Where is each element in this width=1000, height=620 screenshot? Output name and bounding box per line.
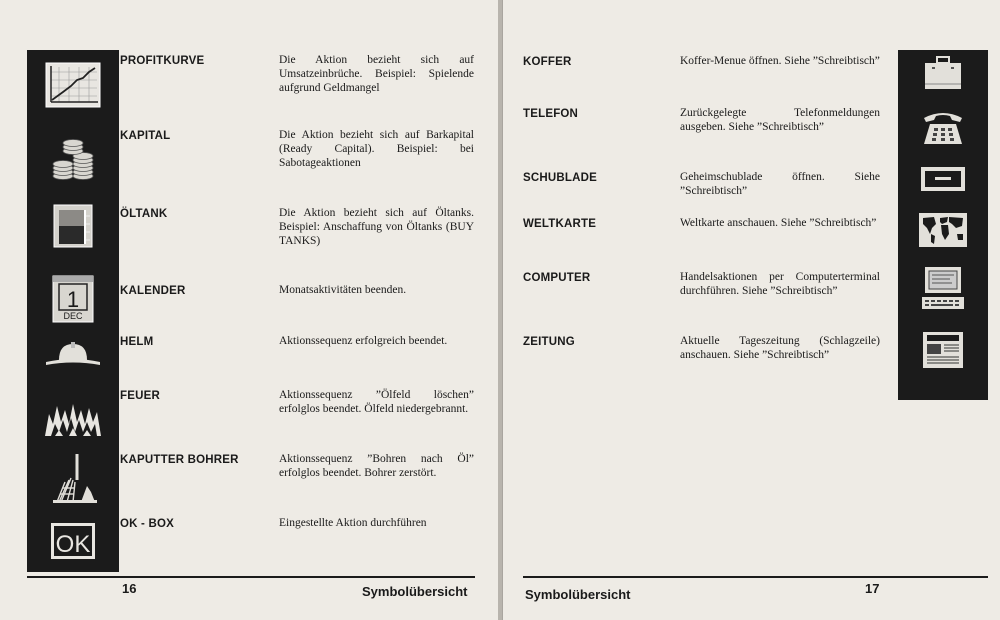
computer-icon: [920, 265, 966, 313]
broken-drill-icon: [43, 452, 103, 504]
newspaper-icon: [921, 330, 965, 370]
term-feuer: FEUER: [120, 390, 160, 402]
desc-feuer: Aktionssequenz ”Ölfeld löschen” erfolglos beendet. Ölfeld niedergebrannt.: [279, 389, 474, 415]
telephone-icon: [920, 108, 966, 148]
left-page: [0, 0, 499, 620]
term-oeltank: ÖLTANK: [120, 208, 168, 220]
desc-koffer: Koffer-Menue öffnen. Siehe ”Schreibtisch”: [680, 55, 880, 67]
term-telefon: TELEFON: [523, 108, 579, 120]
desc-zeitung: Aktuelle Tageszeitung (Schlagzeile) anschauen. Siehe ”Schreibtisch”: [680, 335, 880, 361]
desc-schublade: Geheimschublade öffnen. Siehe ”Schreibtisch”: [680, 171, 880, 197]
calendar-month-text: DEC: [63, 311, 83, 321]
right-page: [502, 0, 1000, 620]
icon-sidebar-right: [898, 50, 988, 400]
footer-rule-right: [523, 576, 988, 578]
ok-box-text: OK: [55, 531, 91, 558]
term-weltkarte: WELTKARTE: [523, 218, 597, 230]
term-profitkurve: PROFITKURVE: [120, 55, 205, 67]
desc-ok-box: Eingestellte Aktion durchführen: [279, 517, 427, 529]
desc-profitkurve: Die Aktion bezieht sich auf Umsatzeinbrüche. Beispiel: Spielende aufgrund Geldmangel: [279, 54, 474, 94]
term-computer: COMPUTER: [523, 272, 591, 284]
desc-weltkarte: Weltkarte anschauen. Siehe ”Schreibtisch”: [680, 217, 877, 229]
icon-sidebar-left: [27, 50, 119, 572]
term-schublade: SCHUBLADE: [523, 172, 597, 184]
fire-icon: [43, 400, 103, 438]
desc-kaputter-bohrer: Aktionssequenz ”Bohren nach Öl” erfolglos beendet. Bohrer zerstört.: [279, 453, 474, 479]
calendar-day-text: 1: [66, 287, 80, 312]
coin-stacks-icon: [48, 138, 98, 182]
helmet-icon: [43, 340, 103, 368]
profit-curve-icon: [45, 62, 101, 108]
briefcase-icon: [922, 54, 964, 92]
page-number-right: 17: [865, 581, 880, 596]
term-kapital: KAPITAL: [120, 130, 171, 142]
desc-telefon: Zurückgelegte Telefonmeldungen ausgeben. Siehe ”Schreibtisch”: [680, 107, 880, 133]
desc-helm: Aktionssequenz erfolgreich beendet.: [279, 335, 448, 347]
ok-box-icon: [50, 522, 96, 560]
term-ok-box: OK - BOX: [120, 518, 174, 530]
world-map-icon: [918, 212, 968, 248]
term-koffer: KOFFER: [523, 56, 572, 68]
term-zeitung: ZEITUNG: [523, 336, 575, 348]
term-kaputter-bohrer: KAPUTTER BOHRER: [120, 454, 239, 466]
desc-computer: Handelsaktionen per Computerterminal durchführen. Siehe ”Schreibtisch”: [680, 271, 880, 297]
desc-kalender: Monatsaktivitäten beenden.: [279, 284, 407, 296]
calendar-icon: [51, 274, 95, 324]
oil-tank-icon: [51, 202, 95, 250]
footer-rule-left: [27, 576, 475, 578]
desc-oeltank: Die Aktion bezieht sich auf Öltanks. Beispiel: Anschaffung von Öltanks (BUY TANKS): [279, 207, 474, 247]
page-footer-title-right: Symbolübersicht: [525, 587, 631, 602]
desc-kapital: Die Aktion bezieht sich auf Barkapital (Ready Capital). Beispiel: bei Sabotageaktionen: [279, 129, 474, 169]
term-kalender: KALENDER: [120, 285, 186, 297]
page-footer-title-left: Symbolübersicht: [362, 584, 468, 599]
page-number-left: 16: [122, 581, 137, 596]
term-helm: HELM: [120, 336, 154, 348]
drawer-icon: [919, 165, 967, 193]
